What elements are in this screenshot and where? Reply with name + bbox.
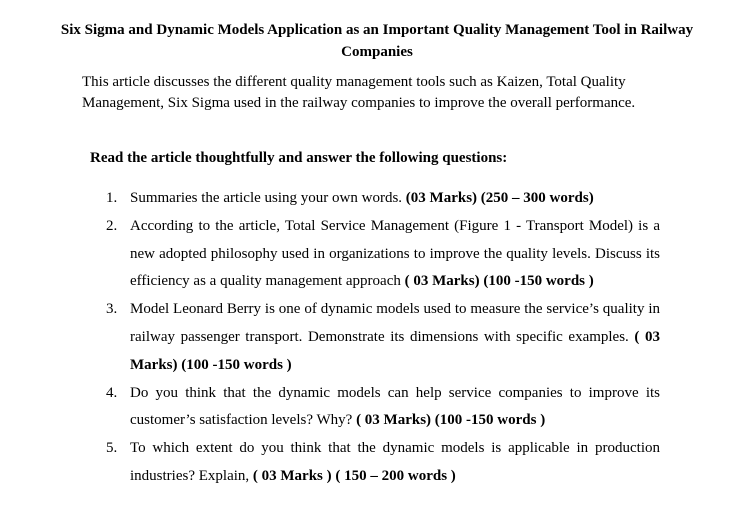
question-number: 5. xyxy=(106,440,118,457)
question-number: 3. xyxy=(106,301,118,318)
document-title: Six Sigma and Dynamic Models Application as an Important Quality Management Tool in Railway Companies xyxy=(60,22,694,60)
question-list xyxy=(100,185,660,491)
question-marks: ( 03 Marks) (100 -150 words ) xyxy=(400,273,594,290)
question-number: 2. xyxy=(106,217,118,234)
question-number: 1. xyxy=(106,190,118,206)
question-text: Model Leonard Berry is one of dynamic models used to measure the service’s quality in railway passenger transport. Demonstrate its dimensions with specific examples. xyxy=(130,301,660,345)
question-item-5 xyxy=(100,435,660,491)
question-text: According to the article, Total Service Management (Figure 1 - Transport Model) is a new adopted philosophy used in organizations to improve the quality levels. Discuss its efficiency as a quality management approach xyxy=(130,217,660,290)
question-marks: ( 03 Marks ) ( 150 – 200 words ) xyxy=(249,467,456,484)
question-text: Summaries the article using your own words. xyxy=(130,190,403,206)
question-text: Do you think that the dynamic models can help service companies to improve its customer’s satisfaction levels? Why? xyxy=(130,384,660,429)
question-marks: ( 03 Marks) (100 -150 words ) xyxy=(130,328,660,373)
question-item-2 xyxy=(100,213,660,296)
question-item-1 xyxy=(100,185,660,213)
question-number: 4. xyxy=(106,384,118,401)
intro-paragraph: This article discusses the different quality management tools such as Kaizen, Total Quality Management, Six Sigma used in the railway companies to improve the overall performance. xyxy=(82,74,636,111)
question-item-3 xyxy=(100,296,660,379)
instruction-heading: Read the article thoughtfully and answer the following questions: xyxy=(90,150,508,166)
question-text: To which extent do you think that the dynamic models is applicable in production industries? Explain, xyxy=(130,440,660,484)
question-item-4 xyxy=(100,380,660,436)
question-marks: (03 Marks) (250 – 300 words) xyxy=(402,190,594,206)
question-marks: ( 03 Marks) (100 -150 words ) xyxy=(356,412,546,429)
